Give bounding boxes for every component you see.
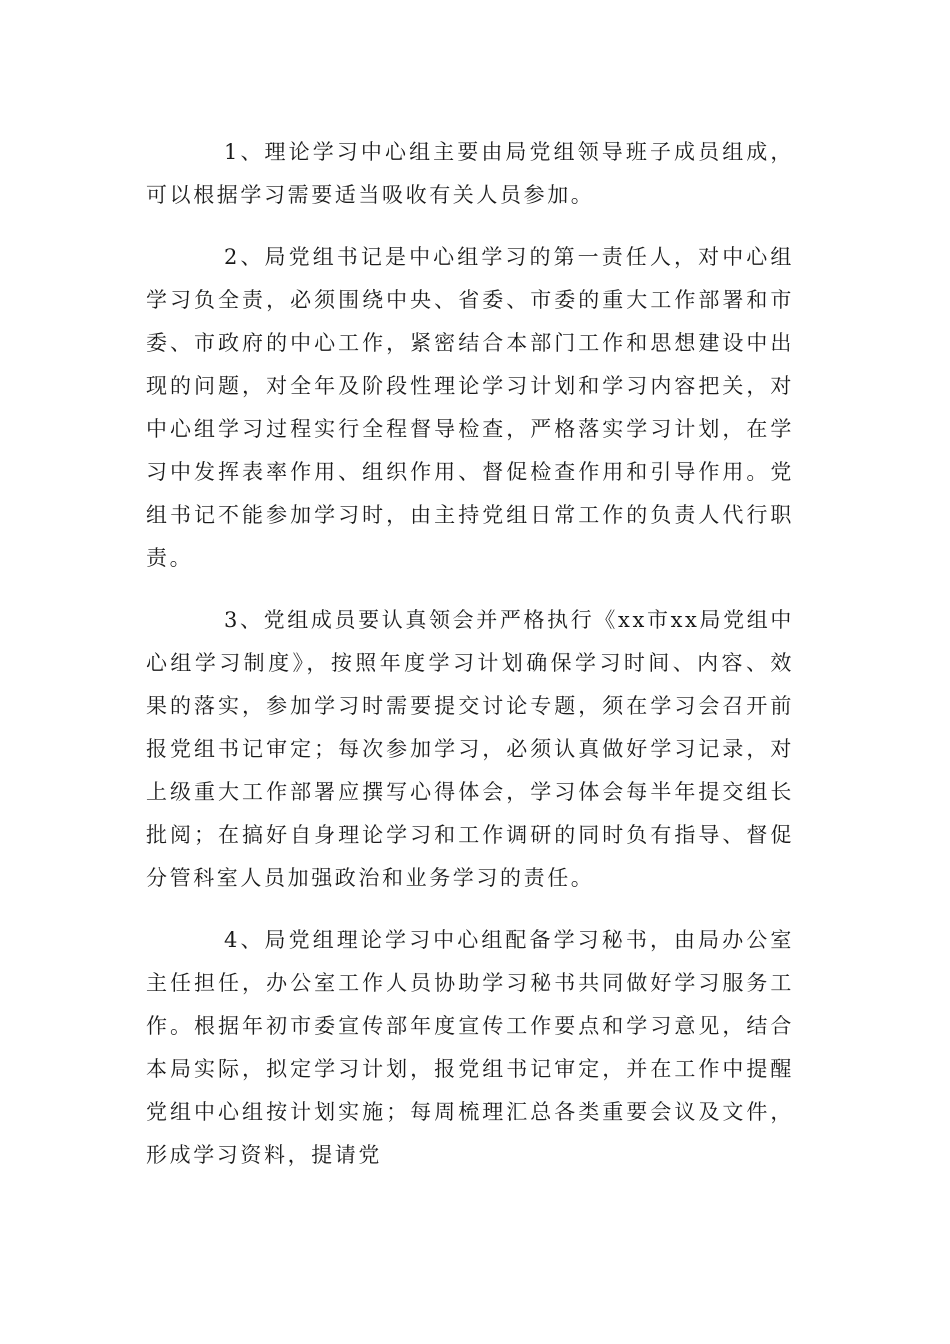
paragraph-2: 2、局党组书记是中心组学习的第一责任人，对中心组学习负全责，必须围绕中央、省委、市委的重大工作部署和市委、市政府的中心工作，紧密结合本部门工作和思想建设中出现的问题，对全年及阶段性理论学习计划和学习内容把关，对中心组学习过程实行全程督导检查，严格落实学习计划，在学习中发挥表率作用、组织作用、督促检查作用和引导作用。党组书记不能参加学习时，由主持党组日常工作的负责人代行职责。: [146, 245, 794, 570]
paragraph-3: 3、党组成员要认真领会并严格执行《xx市xx局党组中心组学习制度》，按照年度学习计划确保学习时间、内容、效果的落实，参加学习时需要提交讨论专题，须在学习会召开前报党组书记审定；每次参加学习，必须认真做好学习记录，对上级重大工作部署应撰写心得体会，学习体会每半年提交组长批阅；在搞好自身理论学习和工作调研的同时负有指导、督促分管科室人员加强政治和业务学习的责任。: [146, 608, 794, 890]
document-body: [146, 131, 794, 1177]
paragraph-4: 4、局党组理论学习中心组配备学习秘书，由局办公室主任担任，办公室工作人员协助学习秘书共同做好学习服务工作。根据年初市委宣传部年度宣传工作要点和学习意见，结合本局实际，拟定学习计划，报党组书记审定，并在工作中提醒党组中心组按计划实施；每周梳理汇总各类重要会议及文件，形成学习资料，提请党: [146, 928, 794, 1167]
paragraph-1: 1、理论学习中心组主要由局党组领导班子成员组成，可以根据学习需要适当吸收有关人员参加。: [146, 140, 794, 207]
